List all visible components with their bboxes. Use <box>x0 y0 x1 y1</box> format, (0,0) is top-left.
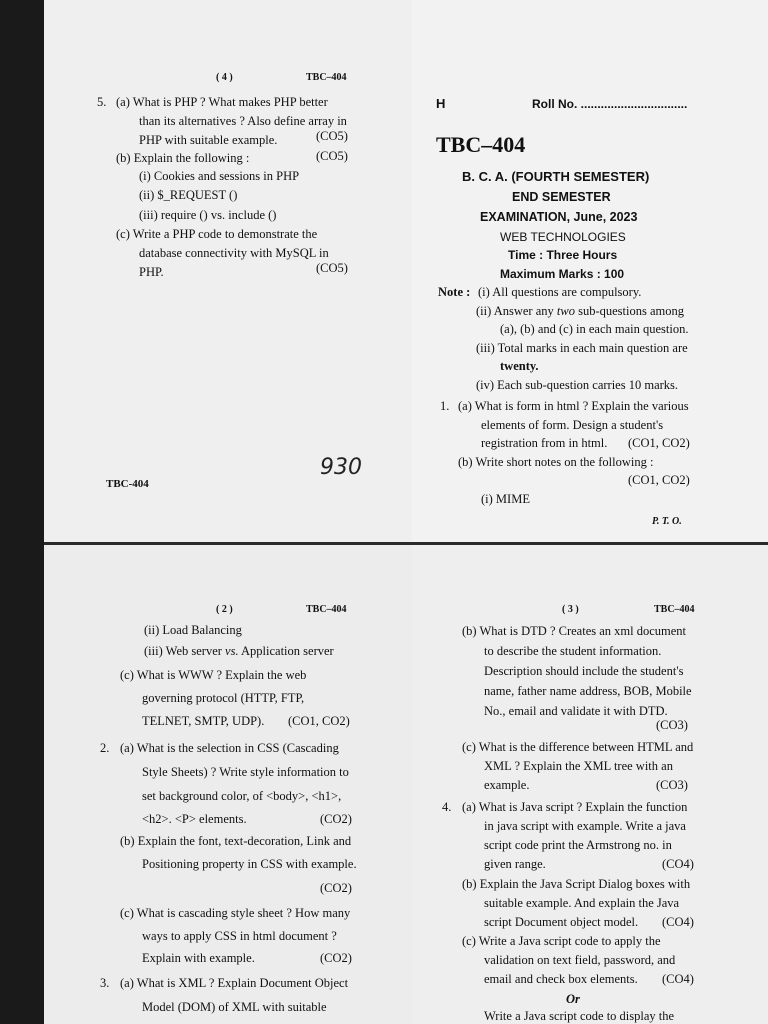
q1c-line-3: TELNET, SMTP, UDP). <box>142 714 265 728</box>
q1a-line-3: registration from in html. <box>481 436 608 450</box>
q5a-line-1: (a) What is PHP ? What makes PHP better <box>116 95 328 109</box>
q3b-line-2: to describe the student information. <box>484 644 662 658</box>
q1c-line-2: governing protocol (HTTP, FTP, <box>142 691 305 705</box>
page-3 <box>412 545 768 1024</box>
q2c-line-3: Explain with example. <box>142 951 255 965</box>
q4a-line-2: in java script with example. Write a java <box>484 819 686 833</box>
roll-number: Roll No. ................................ <box>532 97 688 111</box>
q4c-co: (CO4) <box>662 972 694 986</box>
q1b-iii: (iii) Web server vs. Application server <box>144 644 334 658</box>
pto: P. T. O. <box>652 516 682 527</box>
or-label: Or <box>566 992 580 1006</box>
q4b-line-2: suitable example. And explain the Java <box>484 896 680 910</box>
question-number: 2. <box>100 741 110 755</box>
q1b-co: (CO1, CO2) <box>628 473 690 487</box>
q1b-i: (i) MIME <box>481 492 530 506</box>
note-ii-cont: (a), (b) and (c) in each main question. <box>500 322 689 336</box>
q5b-co: (CO5) <box>316 149 348 163</box>
exam-line-1: END SEMESTER <box>512 190 611 204</box>
q5a-line-2: than its alternatives ? Also define array in <box>139 114 347 128</box>
exam-line-2: EXAMINATION, June, 2023 <box>480 210 638 224</box>
q2a-line-1: (a) What is the selection in CSS (Cascading <box>120 741 339 755</box>
q3b-line-3: Description should include the student's <box>484 664 684 678</box>
q2a-co: (CO2) <box>320 812 352 826</box>
q5b: (b) Explain the following : <box>116 151 250 165</box>
page-4 <box>44 0 412 542</box>
q2b-line-2: Positioning property in CSS with example. <box>142 857 357 871</box>
last-question-line: Write a Java script code to display the <box>484 1009 675 1023</box>
q3c-line-3: example. <box>484 778 530 792</box>
q3b-line-1: (b) What is DTD ? Creates an xml document <box>462 624 687 638</box>
q4a-co: (CO4) <box>662 857 694 871</box>
q4b-line-1: (b) Explain the Java Script Dialog boxes with <box>462 877 691 891</box>
q5b-iii: (iii) require () vs. include () <box>139 208 277 222</box>
q2c-line-1: (c) What is cascading style sheet ? How many <box>120 906 351 920</box>
q4c-line-1: (c) Write a Java script code to apply the <box>462 934 661 948</box>
q4c-line-3: email and check box elements. <box>484 972 638 986</box>
q2c-co: (CO2) <box>320 951 352 965</box>
page-2 <box>44 545 412 1024</box>
course-title: B. C. A. (FOURTH SEMESTER) <box>462 169 650 184</box>
page-number: ( 4 ) <box>216 72 233 83</box>
subject-title: WEB TECHNOLOGIES <box>500 230 626 244</box>
q2a-line-2: Style Sheets) ? Write style information to <box>142 765 349 779</box>
page-number: ( 2 ) <box>216 604 233 615</box>
q4a-line-3: script code print the Armstrong no. in <box>484 838 672 852</box>
note-label: Note : <box>438 285 471 299</box>
q1b: (b) Write short notes on the following : <box>458 455 654 469</box>
q4a-line-4: given range. <box>484 857 546 871</box>
q3c-line-1: (c) What is the difference between HTML and <box>462 740 694 754</box>
q3b-line-4: name, father name address, BOB, Mobile <box>484 684 692 698</box>
series-letter: H <box>436 96 446 111</box>
question-number: 5. <box>97 95 107 109</box>
note-iii-line-2: twenty. <box>500 359 539 373</box>
q4c-line-2: validation on text field, password, and <box>484 953 676 967</box>
q3c-co: (CO3) <box>656 778 688 792</box>
q3a-line-1: (a) What is XML ? Explain Document Object <box>120 976 349 990</box>
q5a-line-3: PHP with suitable example. <box>139 133 278 147</box>
q5c-line-3: PHP. <box>139 265 164 279</box>
q5c-co: (CO5) <box>316 261 348 275</box>
q4b-line-3: script Document object model. <box>484 915 639 929</box>
paper-code: TBC–404 <box>654 604 695 615</box>
q3b-line-5: No., email and validate it with DTD. <box>484 704 668 718</box>
q1a-line-1: (a) What is form in html ? Explain the various <box>458 399 689 413</box>
q3b-co: (CO3) <box>656 718 688 732</box>
paper-code-title: TBC–404 <box>436 132 526 157</box>
q2a-line-3: set background color, of <body>, <h1>, <box>142 789 342 803</box>
question-number: 1. <box>440 399 450 413</box>
q3c-line-2: XML ? Explain the XML tree with an <box>484 759 673 773</box>
q1c-co: (CO1, CO2) <box>288 714 350 728</box>
q2b-co: (CO2) <box>320 881 352 895</box>
paper-code: TBC–404 <box>306 72 347 83</box>
note-iii-line-1: (iii) Total marks in each main question are <box>476 341 688 355</box>
note-ii: (ii) Answer any two sub-questions among <box>476 304 684 318</box>
q1a-line-2: elements of form. Design a student's <box>481 418 664 432</box>
note-i: (i) All questions are compulsory. <box>478 285 642 299</box>
q5b-ii: (ii) $_REQUEST () <box>139 188 238 202</box>
q3a-line-2: Model (DOM) of XML with suitable <box>142 1000 327 1014</box>
q2b-line-1: (b) Explain the font, text-decoration, Link and <box>120 834 352 848</box>
q1a-co: (CO1, CO2) <box>628 436 690 450</box>
q5a-co: (CO5) <box>316 129 348 143</box>
paper-code: TBC–404 <box>306 604 347 615</box>
q5c-line-2: database connectivity with MySQL in <box>139 246 329 260</box>
q4b-co: (CO4) <box>662 915 694 929</box>
handwritten-number: 930 <box>320 455 362 480</box>
page-1 <box>412 0 768 542</box>
maximum-marks: Maximum Marks : 100 <box>500 267 625 281</box>
q1c-line-1: (c) What is WWW ? Explain the web <box>120 668 307 682</box>
note-iv: (iv) Each sub-question carries 10 marks. <box>476 378 679 392</box>
q4a-line-1: (a) What is Java script ? Explain the function <box>462 800 688 814</box>
question-number: 4. <box>442 800 452 814</box>
time-allowed: Time : Three Hours <box>508 248 618 262</box>
question-number: 3. <box>100 976 110 990</box>
q2a-line-4: <h2>. <P> elements. <box>142 812 247 826</box>
q1b-ii: (ii) Load Balancing <box>144 623 242 637</box>
footer-code: TBC-404 <box>106 478 149 490</box>
q2c-line-2: ways to apply CSS in html document ? <box>142 929 337 943</box>
page-number: ( 3 ) <box>562 604 579 615</box>
q5b-i: (i) Cookies and sessions in PHP <box>139 169 300 183</box>
q5c-line-1: (c) Write a PHP code to demonstrate the <box>116 227 318 241</box>
